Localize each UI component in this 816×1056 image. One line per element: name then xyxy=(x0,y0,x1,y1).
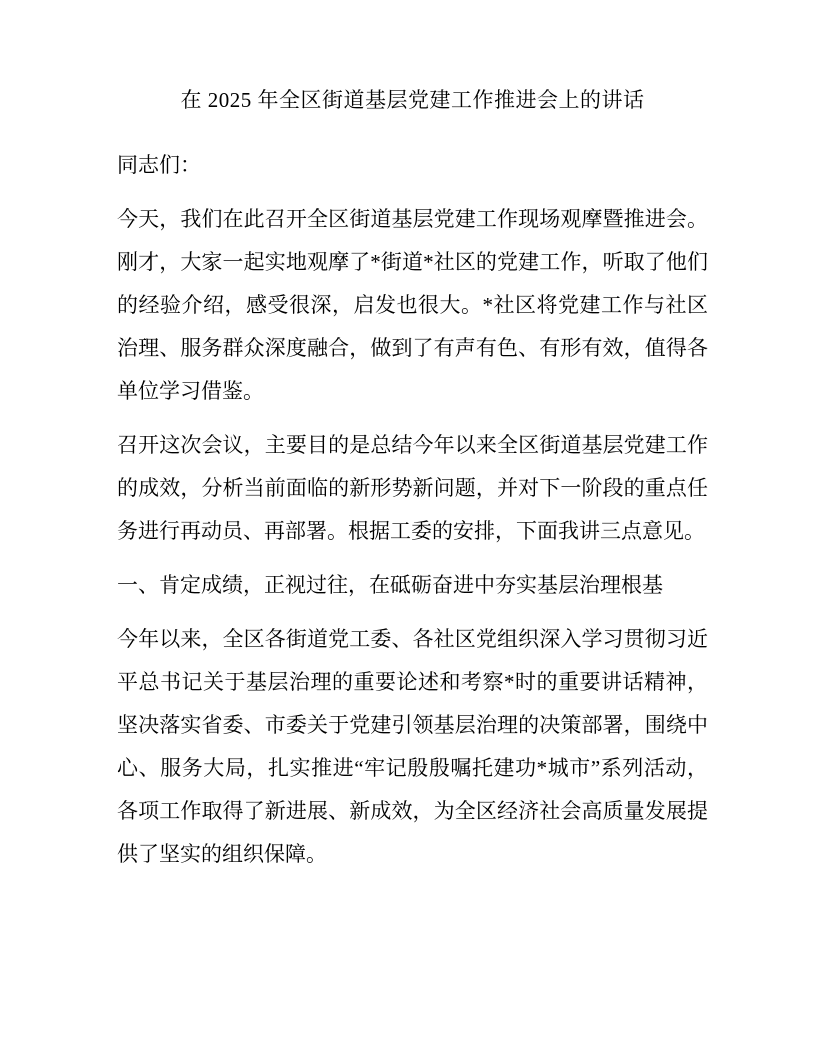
paragraph-opening: 今天，我们在此召开全区街道基层党建工作现场观摩暨推进会。刚才，大家一起实地观摩了*街道*社区的党建工作，听取了他们的经验介绍，感受很深，启发也很大。*社区将党建工作与社区治理、服务群众深度融合，做到了有声有色、有形有效，值得各单位学习借鉴。 xyxy=(117,207,708,403)
paragraph-meeting-purpose: 召开这次会议，主要目的是总结今年以来全区街道基层党建工作的成效，分析当前面临的新形势新问题，并对下一阶段的重点任务进行再动员、再部署。根据工委的安排，下面我讲三点意见。 xyxy=(117,433,708,543)
salutation: 同志们： xyxy=(117,153,201,177)
document-title: 在 2025 年全区街道基层党建工作推进会上的讲话 xyxy=(180,88,645,112)
section-1-paragraph: 今年以来，全区各街道党工委、各社区党组织深入学习贯彻习近平总书记关于基层治理的重要论述和考察*时的重要讲话精神，坚决落实省委、市委关于党建引领基层治理的决策部署，围绕中心、服务大局，扎实推进“牢记殷殷嘱托建功*城市”系列活动，各项工作取得了新进展、新成效，为全区经济社会高质量发展提供了坚实的组织保障。 xyxy=(117,627,708,866)
section-heading-1: 一、肯定成绩，正视过往，在砥砺奋进中夯实基层治理根基 xyxy=(117,573,663,597)
